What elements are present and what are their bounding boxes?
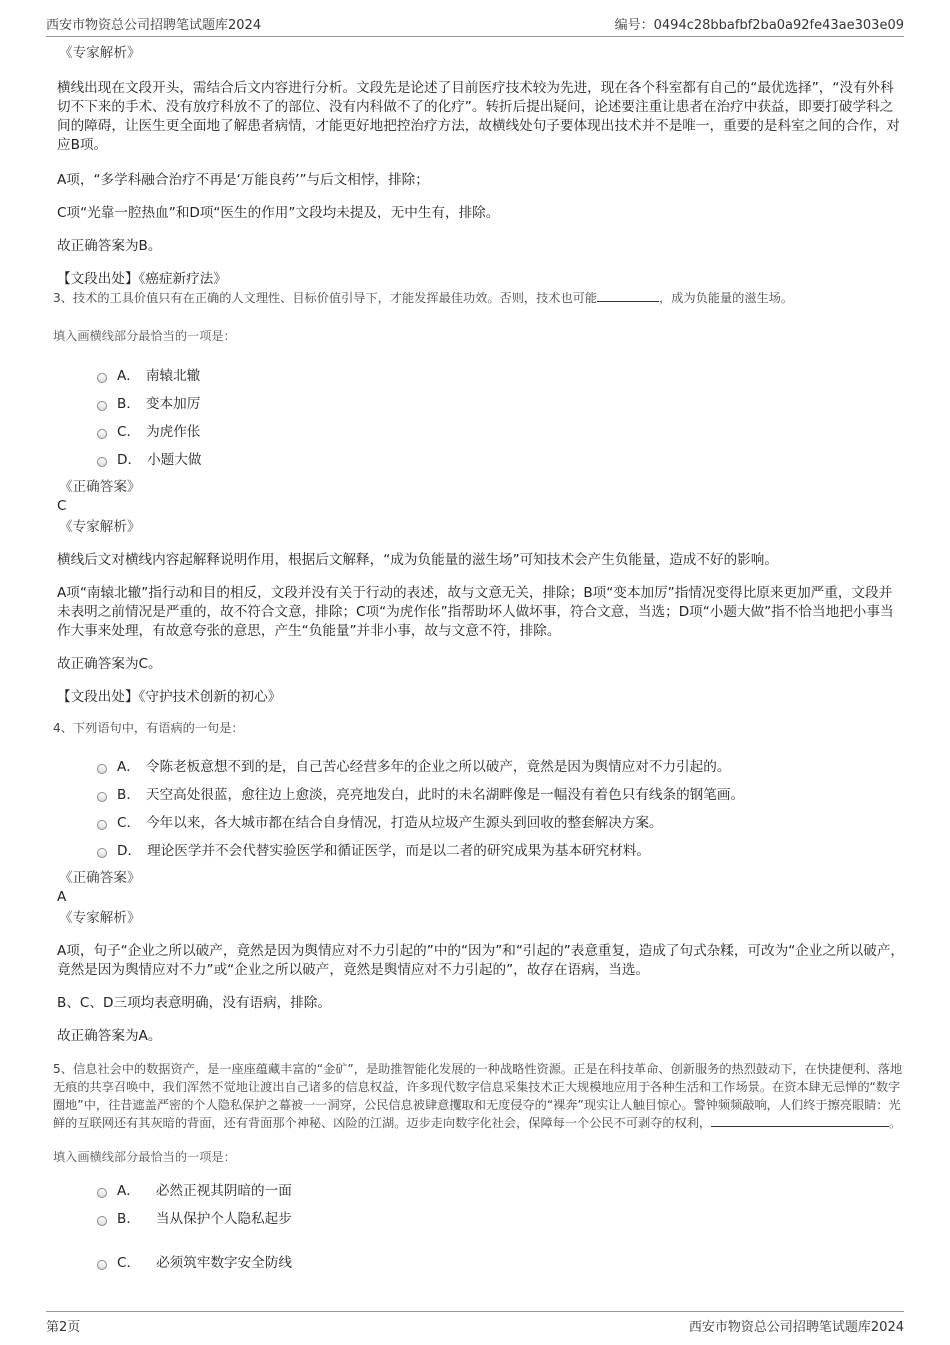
- option-text: 今年以来，各大城市都在结合自身情况，打造从垃圾产生源头到回收的整套解决方案。: [146, 814, 663, 831]
- radio-icon[interactable]: [97, 401, 107, 411]
- q4-option-c[interactable]: [97, 809, 905, 837]
- option-text: 南辕北辙: [145, 367, 201, 384]
- q3-prompt: 填入画横线部分最恰当的一项是：: [53, 329, 236, 343]
- q3-option-d[interactable]: [97, 446, 905, 474]
- option-key: A．: [117, 758, 140, 775]
- q4-stem: 4、下列语句中，有语病的一句是：: [53, 721, 244, 735]
- q3-source: 【文段出处】《守护技术创新的初心》: [57, 689, 282, 705]
- option-key: B．: [117, 395, 140, 412]
- q4-answer-label: 《正确答案》: [59, 870, 141, 886]
- radio-icon[interactable]: [97, 373, 107, 383]
- option-key: B．: [117, 786, 140, 803]
- q5-option-b[interactable]: [97, 1205, 905, 1233]
- q3-analysis-p2: A项“南辕北辙”指行动和目的相反，文段并没有关于行动的表述，故与文意无关，排除；B项“变本加厉”指情况变得比原来更加严重，文段并未表明之前情况是严重的，故不符合文意，排除；C项“为虎作伥”指帮助坏人做坏事，符合文意，当选；D项“小题大做”指不恰当地把小事当作大事来处理，有故意夸张的意思，产生“负能量”并非小事，故与文意不符，排除。: [57, 585, 894, 639]
- q4-options: [97, 753, 905, 865]
- option-text: 天空高处很蓝，愈往边上愈淡，亮亮地发白，此时的未名湖畔像是一幅没有着色只有线条的钢笔画。: [145, 786, 745, 803]
- q3-blank: [597, 289, 659, 302]
- radio-icon[interactable]: [97, 820, 107, 830]
- option-text: 必然正视其阴暗的一面: [155, 1182, 292, 1199]
- q3-stem-tail: ，成为负能量的滋生场。: [659, 291, 794, 305]
- q3-stem-text: 3、技术的工具价值只有在正确的人文理性、目标价值引导下，才能发挥最佳功效。否则，技术也可能: [53, 291, 598, 305]
- q5-stem-tail: 。: [889, 1116, 902, 1130]
- q2-source: 【文段出处】《癌症新疗法》: [57, 271, 227, 287]
- document-title: 西安市物资总公司招聘笔试题库2024: [46, 17, 262, 33]
- radio-icon[interactable]: [97, 848, 107, 858]
- option-key: B．: [117, 1210, 140, 1227]
- option-key: A．: [117, 1182, 140, 1199]
- radio-icon[interactable]: [97, 1216, 107, 1226]
- option-text: 令陈老板意想不到的是，自己苦心经营多年的企业之所以破产，竟然是因为舆情应对不力引起的。: [145, 758, 731, 775]
- page-content: [53, 44, 905, 1277]
- page-header: [46, 12, 904, 37]
- footer-title: 西安市物资总公司招聘笔试题库2024: [688, 1319, 904, 1335]
- option-text: 为虎作伥: [146, 423, 201, 440]
- option-key: A．: [117, 367, 140, 384]
- q2-analysis-p4: 故正确答案为B。: [57, 238, 162, 254]
- q3-answer: C: [57, 498, 67, 514]
- q4-option-b[interactable]: [97, 781, 905, 809]
- option-key: C．: [117, 423, 141, 440]
- q3-answer-label: 《正确答案》: [59, 479, 141, 495]
- q5-options: [97, 1177, 905, 1277]
- q3-analysis-p3: 故正确答案为C。: [57, 656, 162, 672]
- q3-options: [97, 362, 905, 474]
- radio-icon[interactable]: [97, 429, 107, 439]
- q3-option-b[interactable]: [97, 390, 905, 418]
- option-key: D．: [117, 842, 142, 859]
- q4-analysis-p1: A项，句子“企业之所以破产，竟然是因为舆情应对不力引起的”中的“因为”和“引起的”表意重复，造成了句式杂糅，可改为“企业之所以破产，竟然是因为舆情应对不力”或“企业之所以破产，竟然是舆情应对不力引起的”，故存在语病，当选。: [57, 943, 905, 978]
- q3-analysis-p1: 横线后文对横线内容起解释说明作用，根据后文解释，“成为负能量的滋生场”可知技术会产生负能量，造成不好的影响。: [57, 552, 778, 568]
- q2-analysis-p2: A项，“多学科融合治疗不再是‘万能良药’”与后文相悖，排除；: [57, 172, 429, 188]
- option-key: D．: [117, 451, 142, 468]
- radio-icon[interactable]: [97, 1260, 107, 1270]
- q4-option-a[interactable]: [97, 753, 905, 781]
- q4-answer: A: [57, 889, 67, 905]
- radio-icon[interactable]: [97, 764, 107, 774]
- page-number: 第2页: [46, 1319, 81, 1335]
- q4-option-d[interactable]: [97, 837, 905, 865]
- q2-analysis-p3: C项“光靠一腔热血”和D项“医生的作用”文段均未提及，无中生有，排除。: [57, 205, 500, 221]
- option-text: 理论医学并不会代替实验医学和循证医学，而是以二者的研究成果为基本研究材料。: [147, 842, 651, 859]
- q5-option-a[interactable]: [97, 1177, 905, 1205]
- q5-blank: [711, 1114, 889, 1127]
- q5-prompt: 填入画横线部分最恰当的一项是：: [53, 1150, 236, 1164]
- document-serial: 编号：0494c28bbafbf2ba0a92fe43ae303e09: [614, 17, 904, 33]
- q2-expert-label: 《专家解析》: [59, 45, 141, 61]
- radio-icon[interactable]: [97, 457, 107, 467]
- q4-analysis-p2: B、C、D三项均表意明确，没有语病，排除。: [57, 995, 331, 1011]
- option-text: 当从保护个人隐私起步: [155, 1210, 292, 1227]
- option-key: C．: [117, 1254, 141, 1271]
- option-text: 变本加厉: [145, 395, 201, 412]
- q5-stem-text: 5、信息社会中的数据资产，是一座座蕴藏丰富的“金矿”，是助推智能化发展的一种战略性资源。正是在科技革命、创新服务的热烈鼓动下，在快捷便利、落地无痕的共享召唤中，我们浑然不觉地让渡出自己诸多的信息权益，许多现代数字信息采集技术正大规模地应用于各种生活和工作场景。在资本肆无忌惮的“数字圈地”中，往昔遮盖严密的个人隐私保护之幕被一一洞穿，公民信息被肆意攫取和无度侵夺的“裸奔”现实让人触目惊心。警钟频频敲响，人们终于擦亮眼睛：光鲜的互联网还有其灰暗的背面，还有背面那个神秘、凶险的江湖。迈步走向数字化社会，保障每一个公民不可剥夺的权利，: [53, 1062, 903, 1130]
- option-text: 必须筑牢数字安全防线: [156, 1254, 293, 1271]
- q3-option-a[interactable]: [97, 362, 905, 390]
- option-text: 小题大做: [147, 451, 202, 468]
- option-key: C．: [117, 814, 141, 831]
- q3-expert-label: 《专家解析》: [59, 519, 141, 535]
- radio-icon[interactable]: [97, 1188, 107, 1198]
- q3-option-c[interactable]: [97, 418, 905, 446]
- q4-expert-label: 《专家解析》: [59, 910, 141, 926]
- radio-icon[interactable]: [97, 792, 107, 802]
- q2-analysis-p1: 横线出现在文段开头，需结合后文内容进行分析。文段先是论述了目前医疗技术较为先进，现在各个科室都有自己的“最优选择”，“没有外科切不下来的手术、没有放疗科放不了的部位、没有内科做不了的化疗”。转折后提出疑问，论述要注重让患者在治疗中获益，即要打破学科之间的障碍，让医生更全面地了解患者病情，才能更好地把控治疗方法，故横线处句子要体现出技术并不是唯一，重要的是科室之间的合作，对应B项。: [57, 80, 900, 153]
- page-footer: [46, 1311, 904, 1336]
- q3-stem: [53, 289, 905, 307]
- q4-analysis-p3: 故正确答案为A。: [57, 1028, 162, 1044]
- q5-option-c[interactable]: [97, 1249, 905, 1277]
- q5-stem: [53, 1060, 905, 1132]
